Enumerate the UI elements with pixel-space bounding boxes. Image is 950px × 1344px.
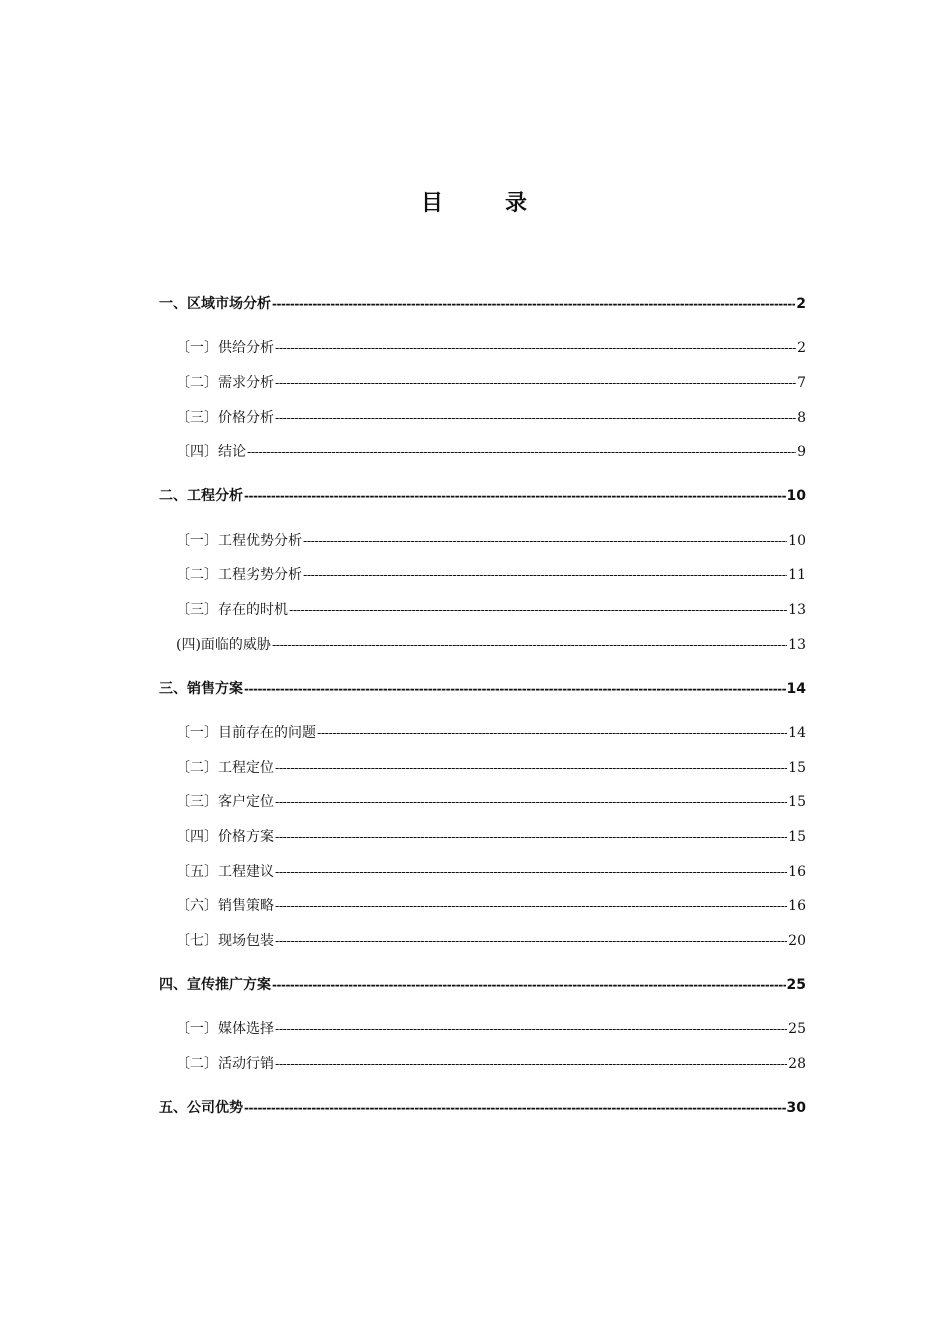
toc-subsection-entry[interactable] — [176, 861, 806, 883]
toc-dot-leader — [275, 372, 796, 394]
toc-entry-label: 〔一〕目前存在的问题 — [176, 725, 316, 741]
toc-subsection-entry[interactable] — [176, 337, 806, 359]
toc-dot-leader — [289, 599, 787, 621]
toc-page-number: 2 — [796, 296, 806, 312]
toc-page-number: 30 — [786, 1100, 806, 1116]
toc-subsection-entry[interactable] — [176, 757, 806, 779]
toc-dot-leader — [275, 1053, 787, 1075]
toc-subsection-entry[interactable] — [176, 564, 806, 586]
toc-entry-label: 〔三〕存在的时机 — [176, 602, 288, 618]
toc-entry-label: 〔二〕需求分析 — [176, 375, 274, 391]
toc-page-number: 10 — [788, 533, 806, 549]
toc-section-entry[interactable] — [159, 1097, 806, 1119]
toc-page-number: 14 — [786, 681, 806, 697]
toc-subsection-entry[interactable] — [176, 895, 806, 917]
toc-page-number: 15 — [788, 794, 806, 810]
toc-entry-label: (四)面临的威胁 — [176, 637, 271, 653]
toc-dot-leader — [275, 757, 787, 779]
toc-entry-label: 四、宣传推广方案 — [159, 977, 271, 993]
toc-entry-label: 〔三〕客户定位 — [176, 794, 274, 810]
toc-dot-leader — [275, 930, 787, 952]
toc-entry-label: 〔一〕供给分析 — [176, 340, 274, 356]
toc-entry-label: 〔四〕价格方案 — [176, 829, 274, 845]
toc-subsection-entry[interactable] — [176, 441, 806, 463]
toc-dot-leader — [247, 441, 796, 463]
toc-page-number: 25 — [786, 977, 806, 993]
toc-page-number: 8 — [797, 410, 806, 426]
toc-dot-leader — [244, 1097, 786, 1119]
toc-entry-label: 〔一〕媒体选择 — [176, 1021, 274, 1037]
toc-subsection-entry[interactable] — [176, 930, 806, 952]
toc-page-number: 16 — [788, 898, 806, 914]
toc-dot-leader — [303, 564, 787, 586]
toc-entry-label: 〔五〕工程建议 — [176, 864, 274, 880]
toc-page-number: 13 — [788, 637, 806, 653]
toc-entry-label: 五、公司优势 — [159, 1100, 243, 1116]
toc-subsection-entry[interactable] — [176, 826, 806, 848]
toc-dot-leader — [272, 974, 786, 996]
toc-subsection-entry[interactable] — [176, 1018, 806, 1040]
toc-entry-label: 〔二〕工程定位 — [176, 760, 274, 776]
toc-subsection-entry[interactable] — [176, 634, 806, 656]
toc-entry-label: 〔二〕工程劣势分析 — [176, 567, 302, 583]
toc-title-char: 目 — [420, 191, 445, 216]
toc-section-entry[interactable] — [159, 678, 806, 700]
toc-page-number: 28 — [788, 1056, 806, 1072]
toc-dot-leader — [275, 1018, 787, 1040]
toc-page-number: 14 — [788, 725, 806, 741]
toc-dot-leader — [244, 678, 786, 700]
toc-dot-leader — [244, 485, 786, 507]
toc-subsection-entry[interactable] — [176, 1053, 806, 1075]
toc-entry-label: 〔七〕现场包装 — [176, 933, 274, 949]
toc-dot-leader — [275, 791, 787, 813]
toc-title — [0, 186, 950, 217]
toc-dot-leader — [317, 722, 787, 744]
toc-dot-leader — [275, 861, 787, 883]
toc-dot-leader — [272, 293, 795, 315]
toc-section-entry[interactable] — [159, 974, 806, 996]
toc-entry-label: 二、工程分析 — [159, 488, 243, 504]
toc-page-number: 10 — [786, 488, 806, 504]
toc-entry-label: 〔三〕价格分析 — [176, 410, 274, 426]
toc-page-number: 13 — [788, 602, 806, 618]
toc-section-entry[interactable] — [159, 293, 806, 315]
toc-page-number: 15 — [788, 760, 806, 776]
toc-page-number: 9 — [797, 444, 806, 460]
toc-page-number: 20 — [788, 933, 806, 949]
toc-entry-label: 〔四〕结论 — [176, 444, 246, 460]
toc-page-number: 7 — [797, 375, 806, 391]
toc-page-number: 11 — [788, 567, 806, 583]
toc-subsection-entry[interactable] — [176, 530, 806, 552]
toc-dot-leader — [275, 407, 796, 429]
toc-section-entry[interactable] — [159, 485, 806, 507]
toc-dot-leader — [275, 895, 787, 917]
toc-entry-label: 〔二〕活动行销 — [176, 1056, 274, 1072]
toc-subsection-entry[interactable] — [176, 372, 806, 394]
toc-dot-leader — [275, 826, 787, 848]
toc-page-number: 16 — [788, 864, 806, 880]
toc-dot-leader — [275, 337, 796, 359]
toc-entry-label: 〔一〕工程优势分析 — [176, 533, 302, 549]
toc-subsection-entry[interactable] — [176, 599, 806, 621]
toc-dot-leader — [303, 530, 787, 552]
toc-entry-label: 一、区域市场分析 — [159, 296, 271, 312]
toc-page-number: 25 — [788, 1021, 806, 1037]
toc-subsection-entry[interactable] — [176, 791, 806, 813]
toc-page-number: 15 — [788, 829, 806, 845]
toc-entry-label: 三、销售方案 — [159, 681, 243, 697]
toc-title-char: 录 — [505, 191, 530, 216]
toc-page-number: 2 — [797, 340, 806, 356]
toc-entry-label: 〔六〕销售策略 — [176, 898, 274, 914]
toc-subsection-entry[interactable] — [176, 722, 806, 744]
toc-subsection-entry[interactable] — [176, 407, 806, 429]
toc-dot-leader — [272, 634, 787, 656]
